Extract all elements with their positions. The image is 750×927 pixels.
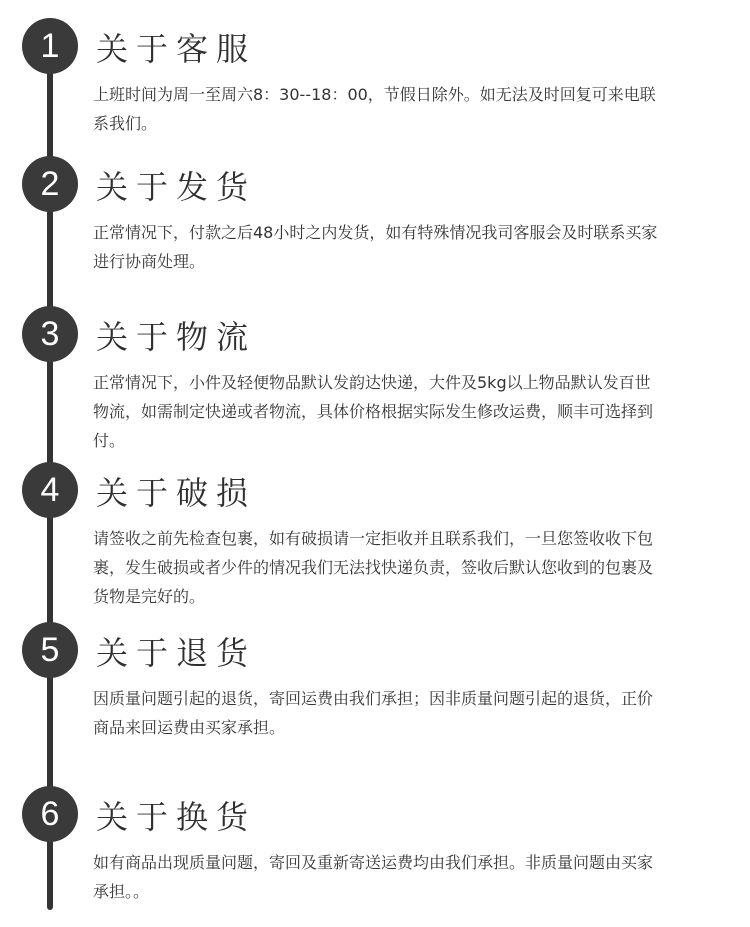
section-text: 请签收之前先检查包裹，如有破损请一定拒收并且联系我们，一旦您签收收下包裹，发生破损或者少件的情况我们无法找快递负责，签收后默认您收到的包裹及货物是完好的。 [93,529,654,606]
section-text: 如有商品出现质量问题，寄回及重新寄送运费均由我们承担。非质量问题由买家承担。。 [93,853,654,901]
step-number-badge: 5 [22,622,78,678]
section-title: 关于破损 [96,474,257,512]
section-text: 因质量问题引起的退货，寄回运费由我们承担；因非质量问题引起的退货，正价商品来回运费由买家承担。 [93,689,654,737]
step-number-badge: 6 [22,786,78,842]
step-number-badge: 3 [22,306,78,362]
section-title: 关于发货 [96,168,257,206]
section-text: 正常情况下，付款之后48小时之内发货，如有特殊情况我司客服会及时联系买家进行协商处理。 [93,223,658,271]
section-title: 关于客服 [96,30,257,68]
step-number-badge: 4 [22,462,78,518]
section-title: 关于换货 [96,798,257,836]
step-number-badge: 2 [22,156,78,212]
section-text: 正常情况下，小件及轻便物品默认发韵达快递，大件及5kg以上物品默认发百世物流，如需制定快递或者物流，具体价格根据实际发生修改运费，顺丰可选择到付。 [93,373,654,450]
section-title: 关于物流 [96,318,257,356]
step-number-badge: 1 [22,18,78,74]
section-title: 关于退货 [96,634,257,672]
section-text: 上班时间为周一至周六8：30--18：00，节假日除外。如无法及时回复可来电联系我们。 [93,85,656,133]
